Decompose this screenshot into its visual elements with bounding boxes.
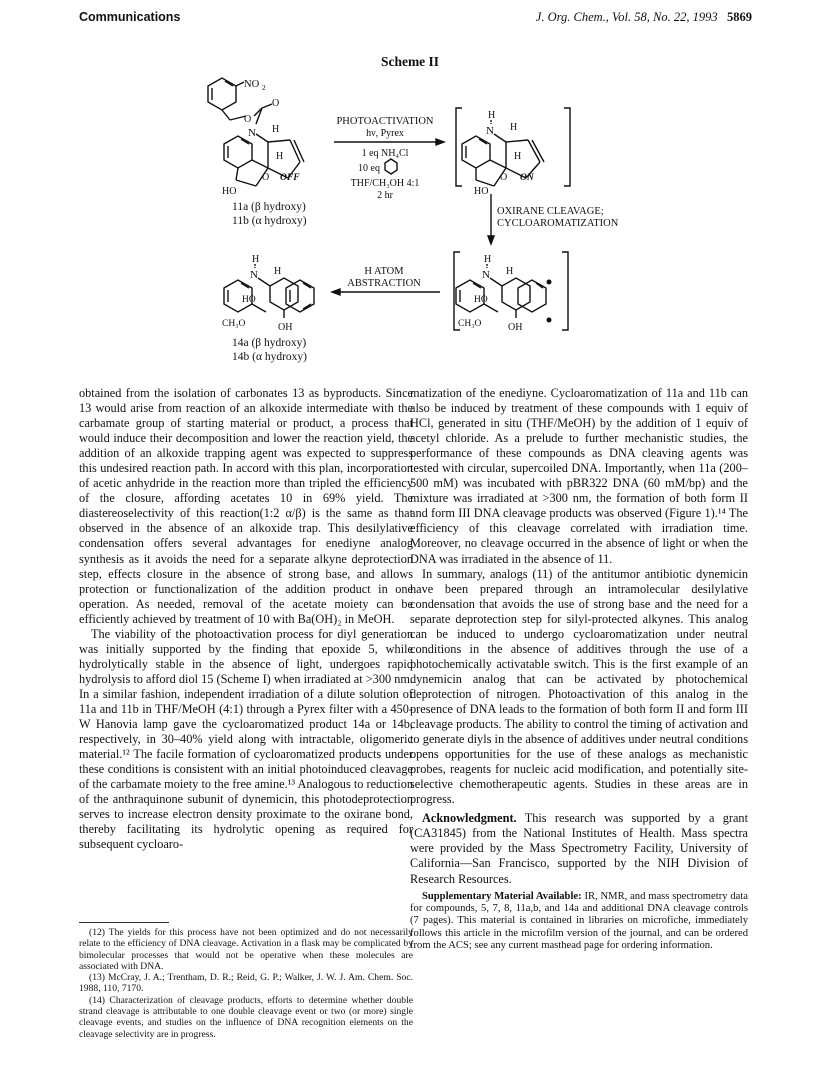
acknowledgment — [410, 811, 748, 886]
arrow-head-left — [332, 289, 340, 295]
ho-label-1: HO — [222, 186, 237, 197]
arrow-head-down — [488, 236, 494, 244]
acknowledgment-text: This research was supported by a grant (CA31845) from the National Institutes of Health. Mass spectra were provided by the Mass Spectrometry Facility, University of California—San Francisco, supported by the NIH Division of Research Resources. — [410, 811, 748, 886]
scheme-title: Scheme II — [380, 54, 440, 69]
h-label-top-r3: H — [514, 151, 522, 162]
supplementary-heading: Supplementary Material Available: — [422, 890, 582, 902]
running-header-journal — [536, 10, 752, 25]
molecule-activated — [456, 108, 570, 197]
molecule-14 — [222, 254, 314, 333]
compound-11a-label: 11a (β hydroxy) — [232, 201, 306, 213]
oxirane-cleavage-step — [488, 194, 619, 244]
ch3o-label-bl: CH₃O — [222, 319, 246, 329]
condition-photoactivation: PHOTOACTIVATION — [336, 116, 434, 127]
footnote-14: (14) Characterization of cleavage products, efforts to determine whether double strand cleavage is attributable to one double cleavage event or two (or more) single cleavage events, and studies on the influence of DNA recognition elements on the cleavage selectivity are in progress. — [79, 994, 413, 1040]
h-label-bl: H — [252, 254, 260, 265]
condition-nh4cl: 1 eq NH₄Cl — [361, 148, 409, 159]
journal-citation: J. Org. Chem., Vol. 58, No. 22, 1993 — [535, 10, 718, 24]
oh-label-br: OH — [508, 322, 523, 333]
h-label-top-r: H — [488, 110, 496, 121]
page-number: 5869 — [727, 10, 752, 24]
supplementary-material — [410, 891, 748, 953]
hatom-label-1: H ATOM — [364, 266, 404, 277]
arrow-head-right — [436, 139, 444, 145]
hatom-label-2: ABSTRACTION — [347, 278, 421, 289]
footnote-rule — [79, 922, 169, 923]
h-atom-abstraction-step — [332, 266, 440, 295]
epoxide-o-top-r: O — [500, 172, 508, 183]
ester-o: O — [244, 114, 252, 125]
off-switch-label: OFF — [280, 173, 300, 183]
condition-solvent: THF/CH₃OH 4:1 — [350, 178, 420, 189]
scheme-diagram — [0, 66, 820, 386]
right-column — [410, 386, 748, 953]
condition-diene: 10 eq — [358, 163, 380, 174]
compound-14b-label: 14b (α hydroxy) — [232, 351, 308, 363]
cyclohexadiene-icon — [385, 159, 397, 174]
footnotes — [79, 927, 413, 1040]
supplementary-text: IR, NMR, and mass spectrometry data for compounds, 5, 7, 8, 11a,b, and 14a and additional DNA cleavage controls (7 pages). This material is contained in libraries on microfiche, immediately follows this article in the microfilm version of the journal, and can be ordered from the ACS; see any current masthead page for ordering information. — [410, 890, 748, 952]
no2-label: NO — [244, 79, 260, 90]
oxirane-label-1: OXIRANE CLEAVAGE; — [497, 206, 604, 217]
left-paragraph-1: obtained from the isolation of carbonates 13 as byproducts. Since 13 would arise from reaction of an alkoxide intermediate with the carbamate group of starting material or product, a process that would induce their decomposition and lower the reaction yield, the addition of an alkoxide trapping agent was expected to suppress this undesired reaction path. In accord with this plan, incorporation of acetic anhydride in the reaction more than tripled the efficiency of the closure, affording acetates 10 in 69% yield. The diastereoselectivity of this reaction(1:2 α/β) is the same as that observed in the absence of an alkoxide trap. This desilylative condensation offers several advantages for enediyne analog synthesis as it avoids the need for a separate alkyne deprotection step, effects closure in the absence of strong base, and allows protection or functionalization of the addition product in one operation. As needed, removal of the acetate moiety can be efficiently achieved by treatment of 10 with Ba(OH)₂ in MeOH. — [79, 386, 413, 626]
n-label-br: N — [482, 269, 490, 281]
h-label-1: H — [272, 124, 280, 135]
right-paragraph-1: matization of the enediyne. Cycloaromatization of 11a and 11b can also be induced by treatment of these compounds with 1 equiv of HCl, generated in situ (THF/MeOH) by the addition of 1 equiv of acetyl chloride. As a prelude to further mechanistic studies, the performance of these compounds as DNA cleaving agents was tested with circular, supercoiled DNA. Importantly, when 11a (200–500 mM) was incubated with pBR322 DNA (60 mM/bp) and the mixture was irradiated at >300 nm, the formation of both form II and form III DNA cleavage products was observed (Figure 1).¹⁴ The efficiency of this cleavage correlated with irradiation time. Moreover, no cleavage occurred in the absence of light or when the DNA was irradiated in the absence of 11. — [410, 386, 748, 566]
left-paragraph-2: The viability of the photoactivation process for diyl generation was initially supported by the finding that epoxide 5, while hydrolytically stable in the absence of light, undergoes rapid hydrolysis to afford diol 15 (Scheme I) when irradiated at >300 nm. In a similar fashion, independent irradiation of a dilute solution of 11a and 11b in THF/MeOH (4:1) through a Pyrex filter with a 450-W Hanovia lamp gave the cycloaromatized product 14a or 14b, respectively, in 30–40% yield along with intractable, oligomeric material.¹² The facile formation of cycloaromatized products under these conditions is consistent with an initial photoinduced cleavage of the carbamate moiety to the free amine.¹³ Analogous to reduction of the anthraquinone subunit of dynemicin, this photodeprotection serves to increase electron density proximate to the oxirane bond, thereby facilitating its hydrolytic opening as required for subsequent cycloaro- — [79, 626, 413, 852]
compound-11b-label: 11b (α hydroxy) — [232, 215, 307, 227]
n-label-left: N — [248, 127, 256, 139]
h-label-bl2: H — [274, 266, 282, 277]
h-label-br: H — [484, 254, 492, 265]
radical-dot-2 — [547, 318, 551, 322]
ho-label-bl: HO — [242, 295, 256, 305]
running-header-section: Communications — [79, 10, 181, 24]
oh-label-bl: OH — [278, 322, 293, 333]
on-switch-label: ON — [520, 173, 534, 183]
h-label-top-r2: H — [510, 122, 518, 133]
n-label-bl: N — [250, 269, 258, 281]
photoactivation-conditions — [334, 116, 444, 201]
compound-14a-label: 14a (β hydroxy) — [232, 337, 307, 349]
oxirane-label-2: CYCLOAROMATIZATION — [497, 218, 619, 229]
radical-dot-1 — [547, 280, 551, 284]
right-paragraph-2: In summary, analogs (11) of the antitumor antibiotic dynemicin have been prepared through an intramolecular desilylative condensation that avoids the use of strong base and the need for a separate deprotection step for silyl-protected alkynes. This analog can be induced to undergo cycloaromatization under neutral conditions in the absence of additives through the use of a photochemically activatable switch. This is the first example of an dynemicin analog that can be activated by photochemical deprotection of nitrogen. Photoactivation of this analog in the presence of DNA leads to the formation of both form II and form III cleavage products. The ability to control the timing of activation and to generate diyls in the absence of additives under neutral conditions opens opportunities for the use of these analogs as mechanistic probes, reagents for nucleic acid modification, and potentially site-selective chemotherapeutic agents. Studies in these areas are in progress. — [410, 566, 748, 807]
left-column — [79, 386, 413, 852]
molecule-11 — [208, 78, 304, 197]
ho-label-br: HO — [474, 295, 488, 305]
h-label-2: H — [276, 151, 284, 162]
ch3o-label-br: CH₃O — [458, 319, 482, 329]
condition-hv: hν, Pyrex — [366, 128, 404, 139]
h-label-br2: H — [506, 266, 514, 277]
acknowledgment-heading: Acknowledgment. — [422, 811, 517, 826]
footnote-13: (13) McCray, J. A.; Trentham, D. R.; Reid, G. P.; Walker, J. W. J. Am. Chem. Soc. 1988, 110, 7170. — [79, 972, 413, 995]
no2-subscript: 2 — [262, 83, 266, 92]
n-label-top-r: N — [486, 125, 494, 137]
epoxide-o: O — [262, 172, 270, 183]
carbonyl-o: O — [272, 98, 280, 109]
ho-label-top-r: HO — [474, 186, 489, 197]
molecule-diradical — [454, 252, 568, 333]
footnote-12: (12) The yields for this process have not been optimized and do not necessarily relate to the efficiency of DNA cleavage. Activation in a flask may be complicated by bimolecular processes that would not be operative when these molecules are associated with DNA. — [79, 927, 413, 972]
condition-time: 2 hr — [377, 190, 393, 201]
